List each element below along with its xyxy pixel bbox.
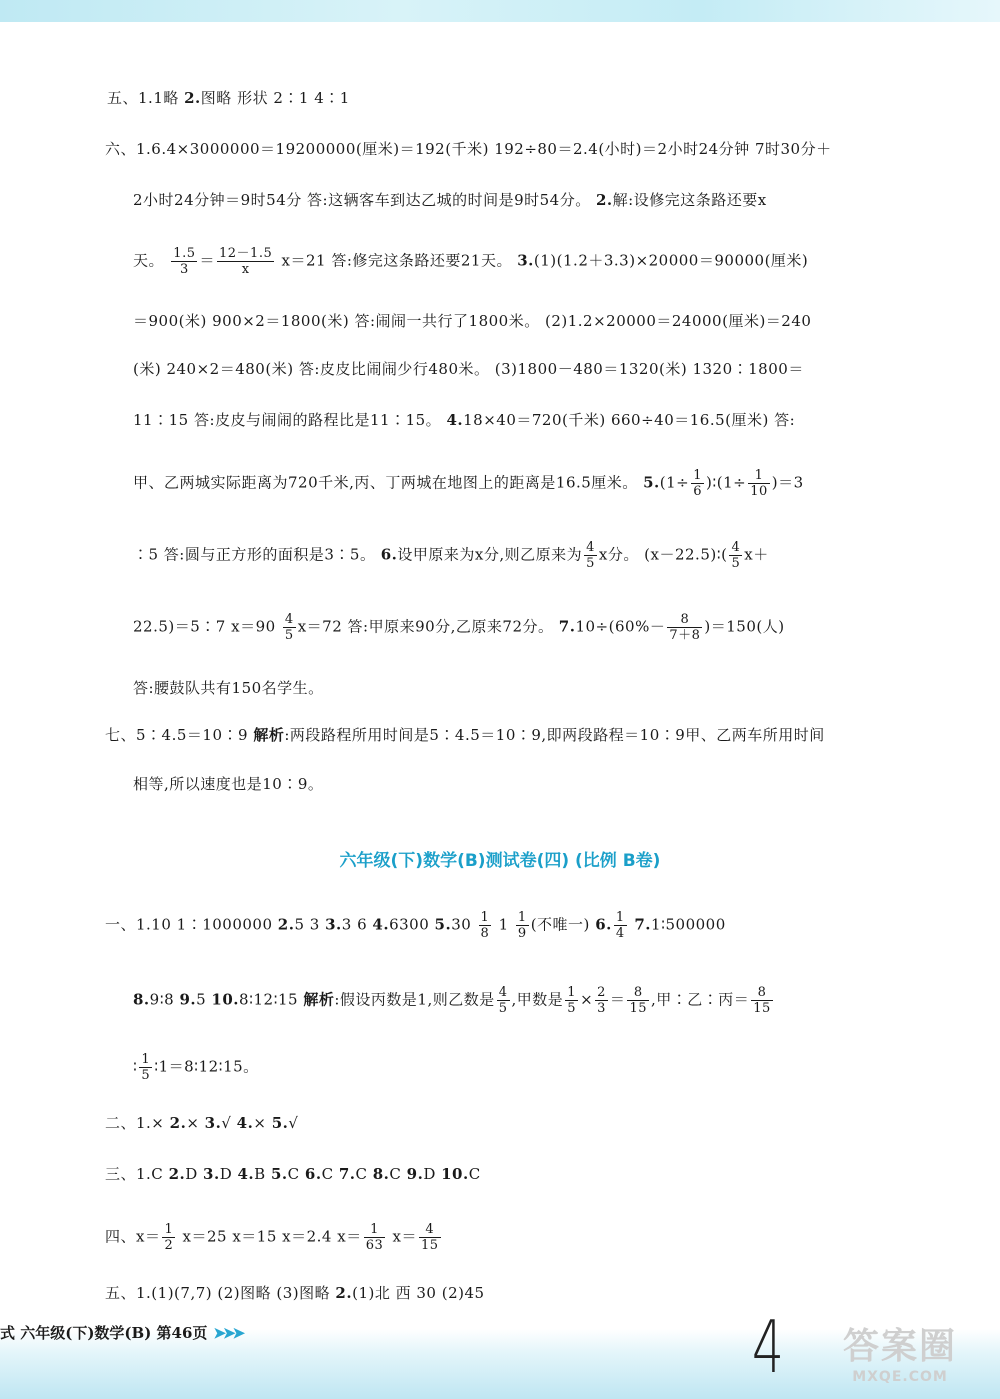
- answer-line: ＝900(米) 900×2＝1800(米) 答:闹闹一共行了1800米。 (2)1.2×20000＝24000(厘米)＝240: [133, 312, 812, 330]
- answer-line: 11∶15 答:皮皮与闹闹的路程比是11∶15。 4.18×40＝720(千米) 660÷40＝16.5(厘米) 答:: [133, 411, 796, 429]
- answer-line: 一、1.10 1∶1000000 2.5 3 3.3 6 4.6300 5.30 $\frac{1}{8}$ 1 $\frac{1}{9}$ (不唯一) 6. $\frac{1}{4}$ 7.1∶500000: [105, 910, 726, 941]
- fraction: $\frac{4}{15}$: [420, 1222, 439, 1253]
- answer-line: 五、1.(1)(7,7) (2)图略 (3)图略 2.(1)北 西 30 (2)45: [105, 1284, 485, 1302]
- answer-line: ∶5 答:圆与正方形的面积是3∶5。 6.设甲原来为x分,则乙原来为 $\frac{4}{5}$ x分。 (x－22.5)∶( $\frac{4}{5}$ x＋: [133, 540, 769, 571]
- watermark-url: MXQE.COM: [852, 1369, 948, 1385]
- answer-line: 相等,所以速度也是10∶9。: [133, 775, 324, 793]
- watermark: [815, 1318, 985, 1385]
- fraction: $\frac{4}{5}$: [284, 612, 294, 643]
- answer-line: 8.9∶8 9.5 10.8∶12∶15 解析:假设丙数是1,则乙数是 $\frac{4}{5}$ ,甲数是 $\frac{1}{5}$ × $\frac{2}{3}$ ＝ $\frac{8}{15}$ ,甲∶乙∶丙＝ $\frac{8}{15}$: [133, 985, 771, 1016]
- fraction: $\frac{1}{10}$: [750, 468, 768, 499]
- answer-line: 22.5)＝5∶7 x＝90 $\frac{4}{5}$ x＝72 答:甲原来90分,乙原来72分。 7.10÷(60%－ $\frac{8}{7+8}$ )＝150(人): [133, 612, 785, 643]
- fraction: $\frac{1}{6}$: [693, 468, 702, 499]
- fraction: $\frac{4}{5}$: [498, 985, 508, 1016]
- fraction: $\frac{8}{15}$: [753, 985, 771, 1016]
- answer-line: 天。 $\frac{1.5}{3}$ ＝ $\frac{12-1.5}{x}$ x＝21 答:修完这条路还要21天。 3.(1)(1.2＋3.3)×20000＝90000(厘米): [133, 246, 809, 277]
- handwritten-mark: 4: [751, 1305, 784, 1389]
- footer-label: 式 六年级(下)数学(B) 第46页: [0, 1324, 208, 1342]
- arrow-icon: ➤➤➤: [213, 1324, 243, 1342]
- section-title: 六年级(下)数学(B)测试卷(四) (比例 B卷): [339, 851, 661, 871]
- fraction: $\frac{1}{2}$: [164, 1222, 174, 1253]
- answer-line: 六、1.6.4×3000000＝19200000(厘米)＝192(千米) 192÷80＝2.4(小时)＝2小时24分钟 7时30分＋: [105, 140, 832, 158]
- fraction: $\frac{4}{5}$: [586, 540, 595, 571]
- fraction: $\frac{1}{5}$: [141, 1052, 151, 1083]
- fraction: $\frac{12-1.5}{x}$: [219, 246, 273, 277]
- answer-line: 答:腰鼓队共有150名学生。: [133, 679, 324, 697]
- answer-line: 2小时24分钟＝9时54分 答:这辆客车到达乙城的时间是9时54分。 2.解:设修完这条路还要x: [133, 191, 767, 209]
- watermark-logo: 答案圈: [842, 1326, 957, 1367]
- fraction: $\frac{1.5}{3}$: [173, 246, 196, 277]
- fraction: $\frac{2}{3}$: [597, 985, 606, 1016]
- fraction: $\frac{8}{7+8}$: [669, 612, 701, 643]
- fraction: $\frac{8}{15}$: [629, 985, 647, 1016]
- fraction: $\frac{1}{5}$: [567, 985, 577, 1016]
- answer-line: ∶ $\frac{1}{5}$ ∶1＝8∶12∶15。: [133, 1052, 259, 1083]
- fraction: $\frac{1}{8}$: [480, 910, 490, 941]
- answer-line: 甲、乙两城实际距离为720千米,丙、丁两城在地图上的距离是16.5厘米。 5.(1÷ $\frac{1}{6}$ )∶(1÷ $\frac{1}{10}$ )＝3: [133, 468, 804, 499]
- answer-line: 四、x＝ $\frac{1}{2}$ x＝25 x＝15 x＝2.4 x＝ $\frac{1}{63}$ x＝ $\frac{4}{15}$: [105, 1222, 439, 1253]
- fraction: $\frac{1}{4}$: [615, 910, 625, 941]
- answer-line: (米) 240×2＝480(米) 答:皮皮比闹闹少行480米。 (3)1800－480＝1320(米) 1320∶1800＝: [133, 360, 804, 378]
- top-decorative-band: [0, 0, 1000, 22]
- answer-line: 三、1.C 2.D 3.D 4.B 5.C 6.C 7.C 8.C 9.D 10.C: [105, 1165, 481, 1183]
- fraction: $\frac{1}{9}$: [517, 910, 527, 941]
- fraction: $\frac{4}{5}$: [731, 540, 741, 571]
- answer-line: 五、1.1略 2.图略 形状 2∶1 4∶1: [107, 89, 350, 107]
- answer-line: 七、5∶4.5＝10∶9 解析:两段路程所用时间是5∶4.5＝10∶9,即两段路程＝10∶9甲、乙两车所用时间: [105, 726, 825, 744]
- fraction: $\frac{1}{63}$: [365, 1222, 384, 1253]
- answer-line: 二、1.× 2.× 3.√ 4.× 5.√: [105, 1114, 299, 1132]
- page-footer: [0, 1322, 242, 1343]
